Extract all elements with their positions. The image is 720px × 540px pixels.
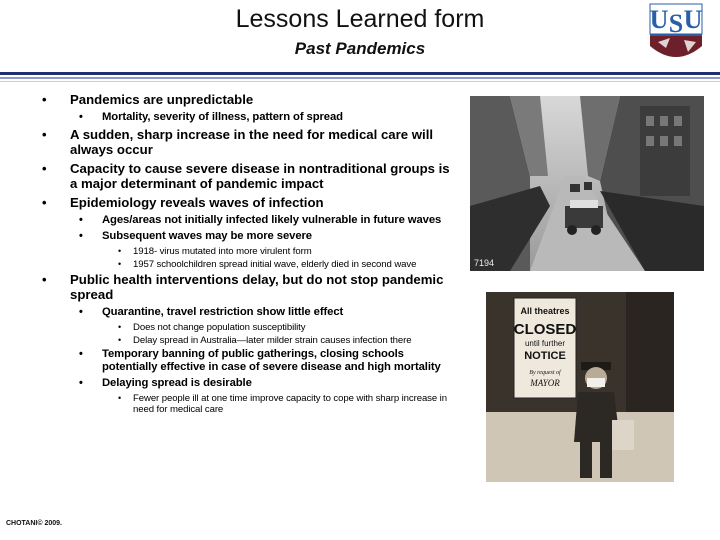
- slide-title: Lessons Learned form: [235, 5, 485, 33]
- sign-line-5: By request of: [529, 370, 561, 376]
- bullet-level-1: • Pandemics are unpredictable: [30, 92, 460, 107]
- slide-subtitle: Past Pandemics: [294, 39, 426, 58]
- sign-line-6: MAYOR: [530, 378, 560, 388]
- bullet-level-3: • Does not change population susceptibility: [30, 322, 460, 333]
- bullet-level-3: • Delay spread in Australia—later milder strain causes infection there: [30, 335, 460, 346]
- logo-letter-u2: U: [683, 5, 703, 34]
- header-rule-light: [0, 81, 720, 82]
- bullet-level-2: • Mortality, severity of illness, pattern of spread: [30, 111, 460, 124]
- logo-letter-u1: U: [649, 5, 669, 34]
- header-rule-dark: [0, 72, 720, 75]
- footer-copyright: CHOTANI© 2009.: [6, 520, 62, 527]
- closed-sign-photo: [486, 292, 674, 482]
- sign-line-2: CLOSED: [513, 321, 577, 338]
- logo-letter-s: S: [668, 9, 684, 38]
- bullet-level-2: • Subsequent waves may be more severe: [30, 230, 460, 243]
- bullet-level-3: • 1957 schoolchildren spread initial wave, elderly died in second wave: [30, 259, 460, 270]
- bullet-level-1: • Epidemiology reveals waves of infection: [30, 195, 460, 210]
- sign-line-3: until further: [524, 339, 566, 348]
- bullet-level-2: • Quarantine, travel restriction show little effect: [30, 306, 460, 319]
- parade-photo: [470, 96, 704, 271]
- bullet-level-3: • Fewer people ill at one time improve capacity to cope with sharp increase in need for medical care: [30, 393, 460, 415]
- bullet-list: [30, 92, 460, 417]
- sign-line-1: All theatres: [520, 306, 570, 316]
- bullet-level-1: • Capacity to cause severe disease in nontraditional groups is a major determinant of pandemic impact: [30, 161, 460, 191]
- parade-photo-caption: 7194: [474, 258, 495, 268]
- bullet-level-2: • Ages/areas not initially infected likely vulnerable in future waves: [30, 214, 460, 227]
- bullet-level-2: • Temporary banning of public gatherings, closing schools potentially effective in case of severe disease and high mortality: [30, 348, 460, 374]
- header-rule-mid: [0, 77, 720, 79]
- bullet-level-2: • Delaying spread is desirable: [30, 377, 460, 390]
- bullet-level-1: • Public health interventions delay, but do not stop pandemic spread: [30, 272, 460, 302]
- sign-line-4: NOTICE: [524, 350, 566, 362]
- bullet-level-1: • A sudden, sharp increase in the need for medical care will always occur: [30, 127, 460, 157]
- bullet-level-3: • 1918- virus mutated into more virulent form: [30, 246, 460, 257]
- usu-logo: [644, 2, 708, 66]
